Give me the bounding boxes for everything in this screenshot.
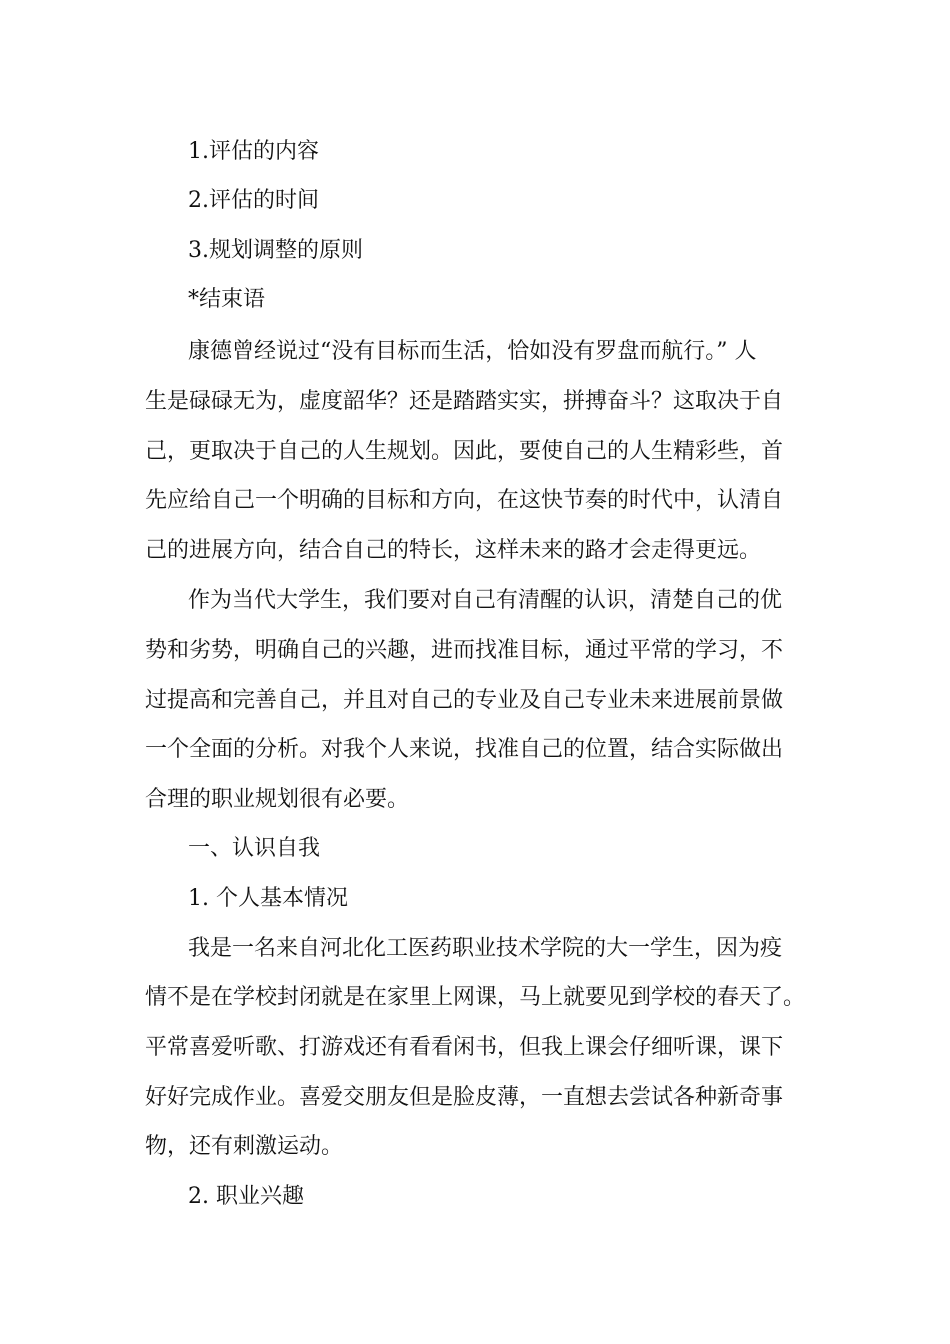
outline-item-evaluation-content: 1.评估的内容 xyxy=(188,139,319,164)
paragraph-line: 己的进展方向，结合自己的特长，这样未来的路才会走得更远。 xyxy=(145,538,762,563)
paragraph-line: 好好完成作业。喜爱交朋友但是脸皮薄，一直想去尝试各种新奇事 xyxy=(145,1085,784,1110)
outline-item-evaluation-time: 2.评估的时间 xyxy=(188,188,319,213)
paragraph-line: 平常喜爱听歌、打游戏还有看看闲书，但我上课会仔细听课，课下 xyxy=(145,1035,784,1060)
conclusion-heading: *结束语 xyxy=(188,287,266,312)
paragraph-line: 先应给自己一个明确的目标和方向，在这快节奏的时代中，认清自 xyxy=(145,488,784,513)
paragraph-line: 一个全面的分析。对我个人来说，找准自己的位置，结合实际做出 xyxy=(145,737,784,762)
paragraph-line: 合理的职业规划很有必要。 xyxy=(145,787,410,812)
subheading-career-interest: 2. 职业兴趣 xyxy=(188,1184,304,1209)
paragraph-line: 生是碌碌无为，虚度韶华？还是踏踏实实，拼搏奋斗？这取决于自 xyxy=(145,389,784,414)
paragraph-line: 势和劣势，明确自己的兴趣，进而找准目标，通过平常的学习，不 xyxy=(145,638,784,663)
subheading-personal-info: 1. 个人基本情况 xyxy=(188,886,348,911)
paragraph-line: 情不是在学校封闭就是在家里上网课，马上就要见到学校的春天了。 xyxy=(145,985,806,1010)
section-heading-self-knowledge: 一、认识自我 xyxy=(188,836,321,861)
paragraph-line: 己，更取决于自己的人生规划。因此，要使自己的人生精彩些，首 xyxy=(145,439,784,464)
paragraph-line: 过提高和完善自己，并且对自己的专业及自己专业未来进展前景做 xyxy=(145,688,784,713)
paragraph-line: 康德曾经说过“没有目标而生活，恰如没有罗盘而航行。” 人 xyxy=(188,339,757,364)
paragraph-line: 物，还有刺激运动。 xyxy=(145,1134,344,1159)
paragraph-line: 作为当代大学生，我们要对自己有清醒的认识，清楚自己的优 xyxy=(188,588,783,613)
outline-item-adjustment-principles: 3.规划调整的原则 xyxy=(188,238,363,263)
paragraph-line: 我是一名来自河北化工医药职业技术学院的大一学生，因为疫 xyxy=(188,936,783,961)
